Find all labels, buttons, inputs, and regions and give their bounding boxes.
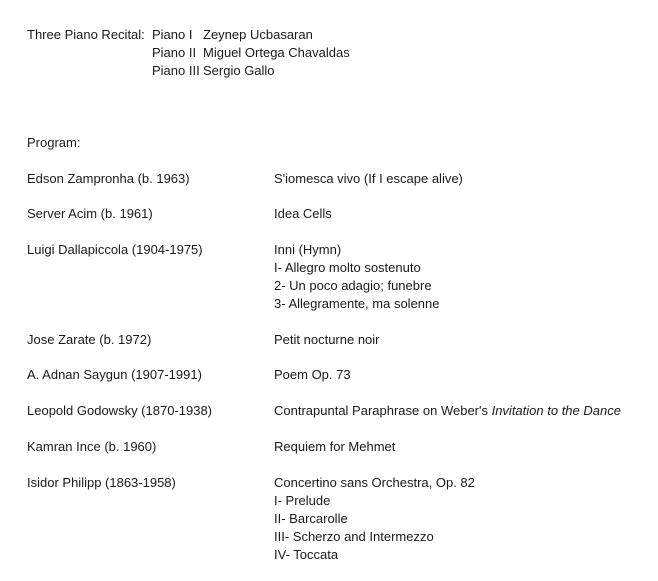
performer-role-1: Piano I <box>152 27 193 42</box>
movement-line: I- Allegro molto sostenuto <box>274 260 421 275</box>
performer-name-3: Sergio Gallo <box>203 63 275 78</box>
movement-line: III- Scherzo and Intermezzo <box>274 529 434 544</box>
movement-line: IV- Toccata <box>274 547 339 562</box>
performer-name-1: Zeynep Ucbasaran <box>203 27 313 42</box>
performer-name-2: Miguel Ortega Chavaldas <box>203 45 350 60</box>
program-heading: Program: <box>27 135 81 150</box>
work-title-prefix: Contrapuntal Paraphrase on Weber's <box>274 403 492 418</box>
work-title: S'iomesca vivo (If I escape alive) <box>274 171 463 186</box>
movement-line: I- Prelude <box>274 493 331 508</box>
work-title-italic: Invitation to the Dance <box>491 403 621 418</box>
performer-role-2: Piano II <box>152 45 197 60</box>
work-title: Concertino sans Orchestra, Op. 82 <box>274 475 475 490</box>
work-title: Idea Cells <box>274 206 332 221</box>
composer-name: Isidor Philipp (1863-1958) <box>27 475 176 490</box>
composer-name: A. Adnan Saygun (1907-1991) <box>27 367 202 382</box>
composer-name: Jose Zarate (b. 1972) <box>27 332 152 347</box>
recital-title: Three Piano Recital: <box>27 27 145 42</box>
movement-line: II- Barcarolle <box>274 511 348 526</box>
composer-name: Edson Zampronha (b. 1963) <box>27 171 190 186</box>
composer-name: Luigi Dallapiccola (1904-1975) <box>27 242 203 257</box>
performer-role-3: Piano III <box>152 63 200 78</box>
work-title: Petit nocturne noir <box>274 332 380 347</box>
work-title <box>274 402 621 420</box>
composer-name: Leopold Godowsky (1870-1938) <box>27 403 213 418</box>
work-title: Poem Op. 73 <box>274 367 351 382</box>
work-title: Inni (Hymn) <box>274 242 342 257</box>
composer-name: Kamran Ince (b. 1960) <box>27 439 157 454</box>
movement-line: 2- Un poco adagio; funebre <box>274 278 432 293</box>
composer-name: Server Acim (b. 1961) <box>27 206 153 221</box>
movement-line: 3- Allegramente, ma solenne <box>274 296 440 311</box>
work-title: Requiem for Mehmet <box>274 439 396 454</box>
